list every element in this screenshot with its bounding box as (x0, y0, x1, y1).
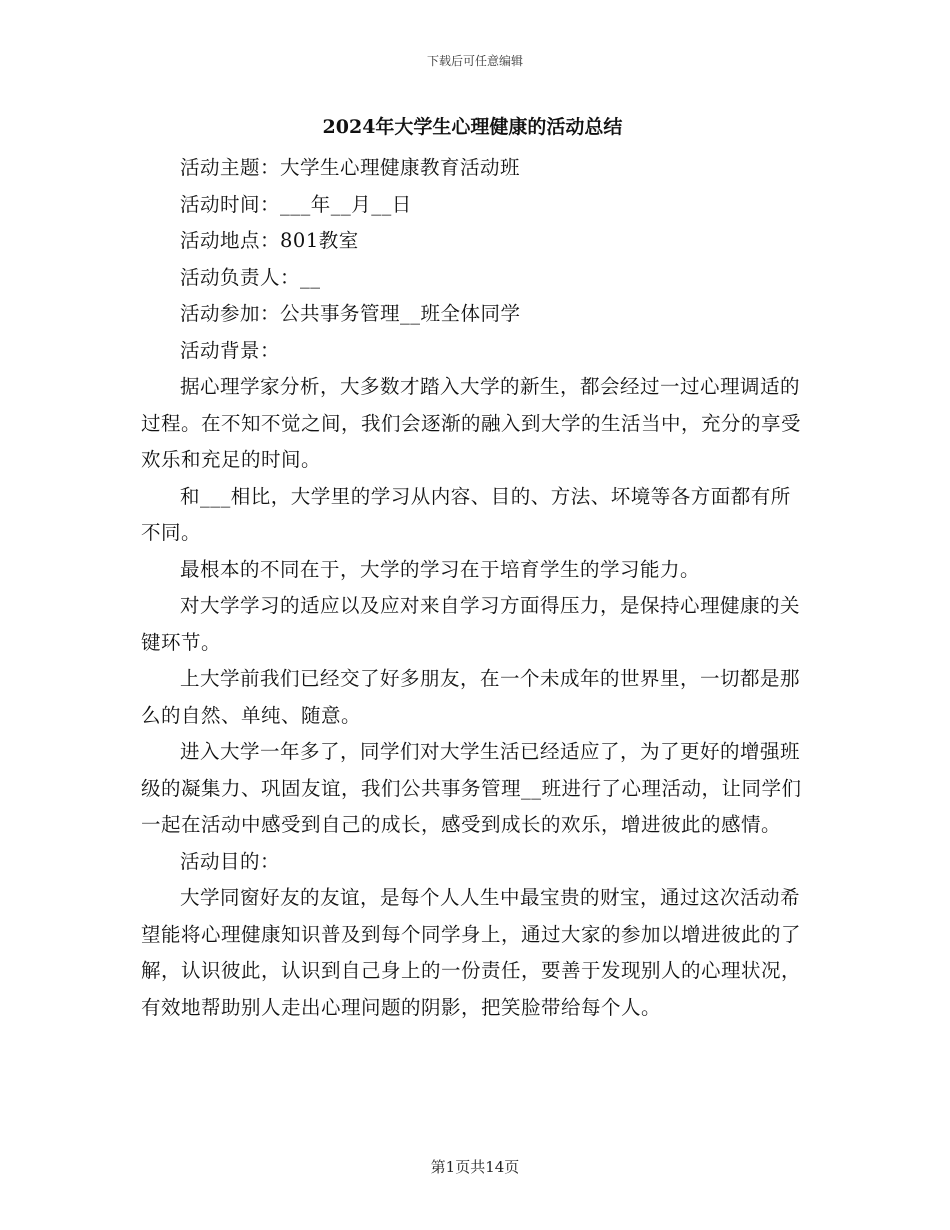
paragraph-body: 对大学学习的适应以及应对来自学习方面得压力，是保持心理健康的关键环节。 (141, 594, 801, 654)
paragraph-body: 上大学前我们已经交了好多朋友，在一个未成年的世界里，一切都是那么的自然、单纯、随意。 (141, 667, 801, 727)
paragraph-time: 活动时间：___年__月__日 (180, 192, 412, 216)
paragraph-body: 进入大学一年多了，同学们对大学生活已经适应了，为了更好的增强班级的凝集力、巩固友谊，我们公共事务管理__班进行了心理活动，让同学们一起在活动中感受到自己的成长，感受到成长的欢乐，增进彼此的感情。 (141, 740, 802, 836)
paragraph-body: 大学同窗好友的友谊，是每个人人生中最宝贵的财宝，通过这次活动希望能将心理健康知识普及到每个同学身上，通过大家的参加以增进彼此的了解，认识彼此，认识到自己身上的一份责任，要善于发现别人的心理状况，有效地帮助别人走出心理问题的阴影，把笑脸带给每个人。 (141, 886, 802, 1019)
document-body (141, 150, 807, 1026)
paragraph-participants: 活动参加：公共事务管理__班全体同学 (180, 302, 521, 325)
document-title: 2024年大学生心理健康的活动总结 (322, 116, 623, 138)
paragraph-theme: 活动主题：大学生心理健康教育活动班 (180, 156, 521, 179)
paragraph-body: 据心理学家分析，大多数才踏入大学的新生，都会经过一过心理调适的过程。在不知不觉之间，我们会逐渐的融入到大学的生活当中，充分的享受欢乐和充足的时间。 (141, 375, 802, 471)
paragraph-background-heading: 活动背景： (180, 338, 281, 362)
paragraph-body: 最根本的不同在于，大学的学习在于培育学生的学习能力。 (180, 557, 701, 581)
paragraph-organizer: 活动负责人：__ (180, 265, 321, 289)
header-note: 下载后可任意编辑 (426, 54, 523, 68)
paragraph-body: 和___相比，大学里的学习从内容、目的、方法、坏境等各方面都有所不同。 (141, 484, 791, 544)
page-indicator: 第1页共14页 (430, 1158, 520, 1176)
paragraph-location: 活动地点：801教室 (180, 229, 359, 252)
paragraph-purpose-heading: 活动目的： (180, 849, 281, 873)
